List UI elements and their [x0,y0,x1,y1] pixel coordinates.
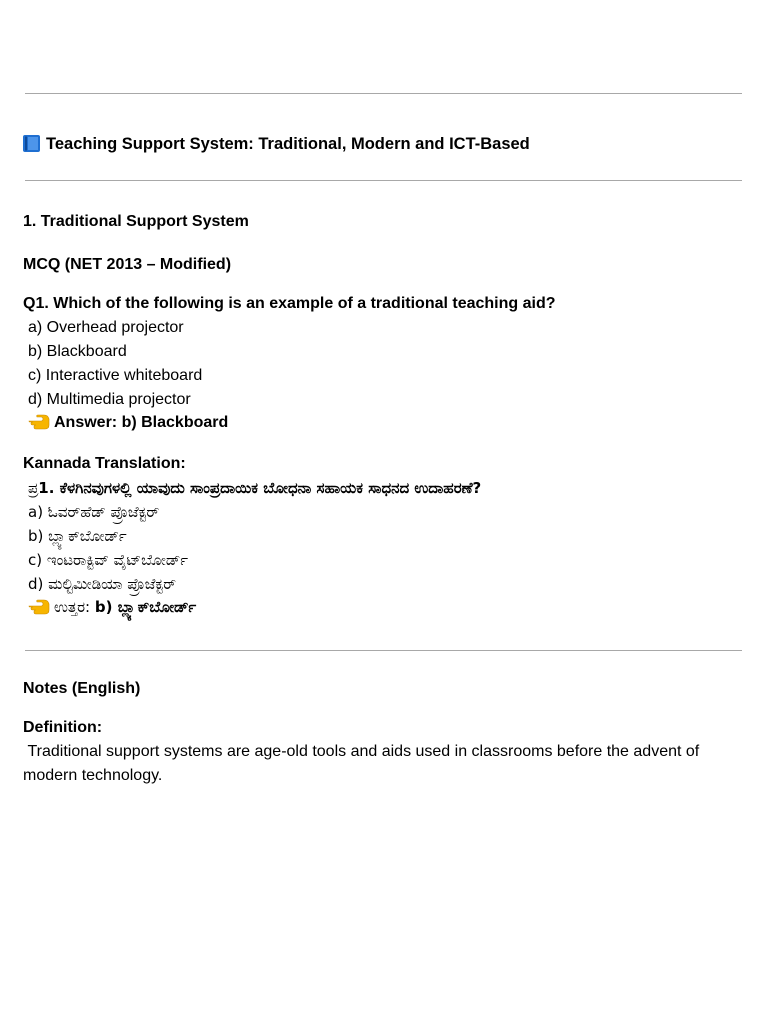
option-a: a) Overhead projector [28,319,184,336]
title-divider [25,180,742,181]
kannada-answer-line [28,597,196,617]
kannada-option-a: a) ಓವರ್‌ಹೆಡ್ ಪ್ರೊಜೆಕ್ಟರ್ [28,503,160,521]
page-title [23,134,530,154]
question-text: Q1. Which of the following is an example of a traditional teaching aid? [23,295,556,312]
answer-line [28,413,228,433]
option-d: d) Multimedia projector [28,391,191,408]
option-b: b) Blackboard [28,343,127,360]
kannada-option-c: c) ಇಂಟರಾಕ್ಟಿವ್ ವೈಟ್‌ಬೋರ್ಡ್ [28,551,189,569]
answer-text: Answer: b) Blackboard [54,414,229,431]
kannada-answer-label: ಉತ್ತರ: [54,598,95,616]
definition-label: Definition: [23,719,103,736]
pointing-hand-icon [28,414,50,430]
blue-book-icon [23,135,40,152]
section-heading: 1. Traditional Support System [23,213,249,230]
pointing-hand-icon [28,599,50,615]
kannada-question [28,478,481,498]
kannada-heading: Kannada Translation: [23,455,186,472]
option-c: c) Interactive whiteboard [28,367,203,384]
kannada-question-prefix: ಪ್ರ [28,479,39,497]
kannada-answer-value: b) ಬ್ಲ್ಯಾಕ್‌ಬೋರ್ಡ್ [94,598,197,616]
mcq-label: MCQ (NET 2013 – Modified) [23,256,232,273]
kannada-option-b: b) ಬ್ಲ್ಯಾಕ್‌ಬೋರ್ಡ್ [28,527,127,545]
notes-heading: Notes (English) [23,680,141,697]
definition-text: Traditional support systems are age-old tools and aids used in classrooms before the advent of modern technology. [23,743,704,784]
section-divider [25,650,742,651]
top-divider [25,93,742,94]
kannada-option-d: d) ಮಲ್ಟಿಮೀಡಿಯಾ ಪ್ರೊಜೆಕ್ಟರ್ [28,575,177,593]
kannada-question-text: 1. ಕೆಳಗಿನವುಗಳಲ್ಲಿ ಯಾವುದು ಸಾಂಪ್ರದಾಯಿಕ ಬೋಧನಾ ಸಹಾಯಕ ಸಾಧನದ ಉದಾಹರಣೆ? [38,479,482,497]
page-title-text: Teaching Support System: Traditional, Modern and ICT-Based [46,135,530,153]
